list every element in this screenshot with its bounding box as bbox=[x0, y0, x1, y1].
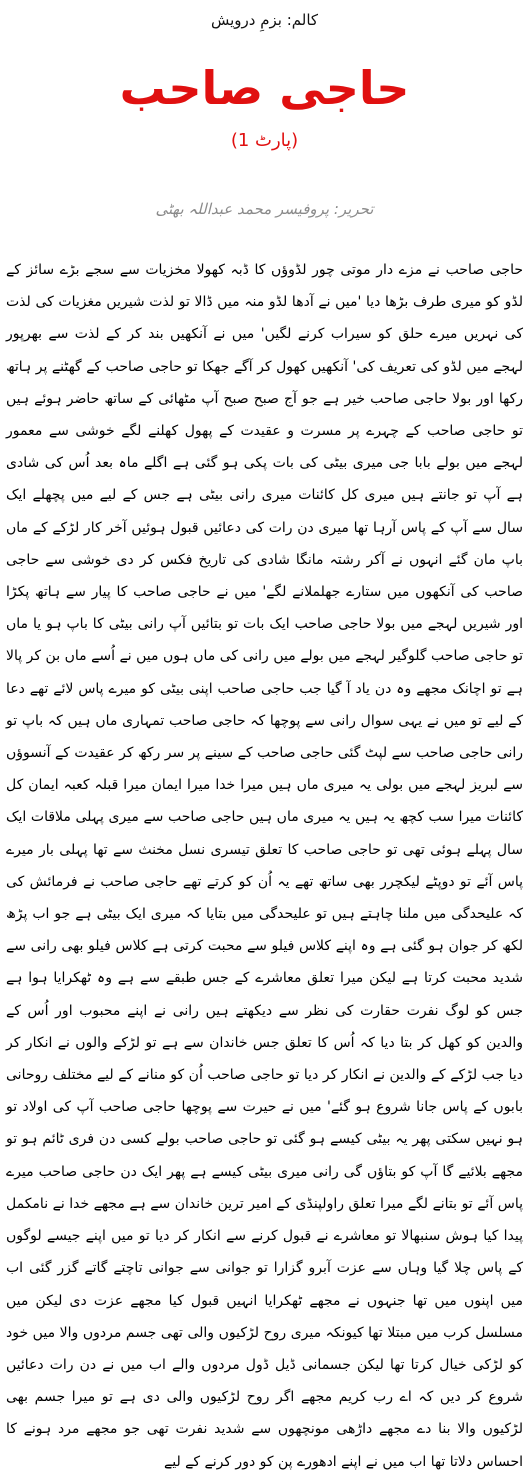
column-label: کالم: بزمِ درویش bbox=[210, 11, 319, 29]
article-paragraph: حاجی صاحب نے مزے دار موتی چور لڈوؤں کا ڈبہ کھولا مخزیات سے سجے بڑے سائز کے لڈو کو میری طرف بڑھا دیا 'میں نے آدھا لڈو منہ میں ڈالا تو لذت شیریں مغزیات کی لذت کی نہریں میرے حلق کو سیراب کرنے لگیں' میں نے آنکھیں بند کر کے لذت سے بھرپور لہجے میں لڈو کی تعریف کی' آنکھیں کھول کر آگے جھکا تو حاجی صاحب کے گھٹنے پر ہاتھ رکھا اور بولا حاجی صاحب خیر ہے جو آج صبح صبح آپ مٹھائی کے ساتھ حاضر ہوئے ہیں تو حاجی صاحب کے چہرے پر مسرت و عقیدت کے پھول کھلنے لگے خوشی سے معمور لہجے میں بولے بابا جی میری بیٹی کی بات پکی ہو گئی ہے اگلے ماہ بعد اُس کی شادی ہے آپ تو جانتے ہیں میری کل کائنات میری رانی بیٹی ہے جس کے لیے میں پچھلے ایک سال سے آپ کے پاس آرہا تھا میری دن رات کی دعائیں قبول ہوئیں آخر کار لڑکے کے ماں باپ مان گئے انہوں نے آکر رشتہ مانگا شادی کی تاریخ فکس کر دی خوشی سے حاجی صاحب کی آنکھوں میں ستارے جھلملانے لگے' میں نے حاجی صاحب کا پیار سے ہاتھ پکڑا اور شیریں لہجے میں بولا حاجی صاحب ایک بات تو بتائیں آپ رانی بیٹی کا باپ ہو یا ماں تو حاجی صاحب گلوگیر لہجے میں بولے میں رانی کی ماں ہوں میں نے اُسے ماں بن کر پالا ہے تو اچانک مجھے وہ دن یاد آ گیا جب حاجی صاحب اپنی بیٹی کو میرے پاس لائے تھے دعا کے لیے تو میں نے یہی سوال رانی سے پوچھا کہ حاجی صاحب تمہاری ماں ہیں کہ باپ تو رانی حاجی صاحب سے لپٹ گئی حاجی صاحب کے سینے پر سر رکھ کر عقیدت کے آنسوؤں سے لبریز لہجے میں بولی یہ میری ماں ہیں میرا خدا میرا ایمان میرا قبلہ کعبہ ایمان کل کائنات میرا سب کچھ یہ ہیں یہ میری ماں ہیں حاجی صاحب سے میری پہلی ملاقات ایک سال پہلے ہوئی تھی تو حاجی صاحب کا تعلق تیسری نسل مخنث سے تھا پہلی بار میرے پاس آئے تو دوپٹے لیکچرر بھی ساتھ تھے یہ اُن کو کرتے تھے حاجی صاحب نے فرمائش کی کہ علیحدگی میں ملنا چاہتے ہیں تو علیحدگی میں بتایا کہ میری ایک بیٹی ہے جو اب پڑھ لکھ کر جوان ہو گئی ہے وہ اپنے کلاس فیلو سے محبت کرتی ہے کلاس فیلو بھی رانی سے شدید محبت کرتا ہے لیکن میرا تعلق معاشرے کے جس طبقے سے ہے وہ ٹھکرایا ہوا ہے جس کو لوگ نفرت حقارت کی نظر سے دیکھتے ہیں رانی نے اپنے محبوب اور اُس کے والدین کو کھل کر بتا دیا کہ اُس کا تعلق جس خاندان سے ہے تو لڑکے والوں نے انکار کر دیا جب لڑکے کے والدین نے انکار کر دیا تو حاجی صاحب اُن کو منانے کے لیے مختلف روحانی بابوں کے پاس جانا شروع ہو گئے' میں نے حیرت سے پوچھا حاجی صاحب آپ کی اولاد تو ہو نہیں سکتی پھر یہ بیٹی کیسے ہو گئی تو حاجی صاحب بولے کسی دن فری ٹائم ہو تو مجھے بلائیے گا آپ کو بتاؤں گی رانی میری بیٹی کیسے ہے پھر ایک دن حاجی صاحب میرے پاس آئے تو بتانے لگے میرا تعلق راولپنڈی کے امیر ترین خاندان سے ہے مجھے خدا نے نامکمل پیدا کیا ہوش سنبھالا تو معاشرے نے قبول کرنے سے انکار کر دیا تو میں اپنے جیسے لوگوں کے پاس چلا گیا وہاں سے عزت آبرو گزارا تو جوانی سے جوانی تاچتے گاتے گزر گئی اب میں اپنوں میں تھا جنہوں نے مجھے ٹھکرایا انہیں قبول کیا مجھے عزت دی لیکن میں مسلسل کرب میں مبتلا تھا کیونکہ میری روح لڑکیوں والی تھی جسم مردوں والا میں خود کو لڑکی خیال کرتا تھا لیکن جسمانی ڈیل ڈول مردوں والے اب میں نے دن رات دعائیں شروع کر دیں کہ اے رب کریم مجھے اگر روح لڑکیوں والی دی ہے تو میرا جسم بھی لڑکیوں والا بنا دے مجھے داڑھی مونچھوں سے شدید نفرت تھی جو مجھے مرد ہونے کا احساس دلاتا تھا اب میں نے اپنے ادھورے پن کو دور کرنے کے لیے bbox=[6, 262, 523, 1470]
author-byline: تحریر: پروفیسر محمد عبداللہ بھٹی bbox=[155, 200, 374, 218]
article-title: حاجی صاحب bbox=[119, 61, 410, 115]
part-label: (پارٹ 1) bbox=[230, 130, 299, 151]
article-body bbox=[6, 254, 523, 1478]
